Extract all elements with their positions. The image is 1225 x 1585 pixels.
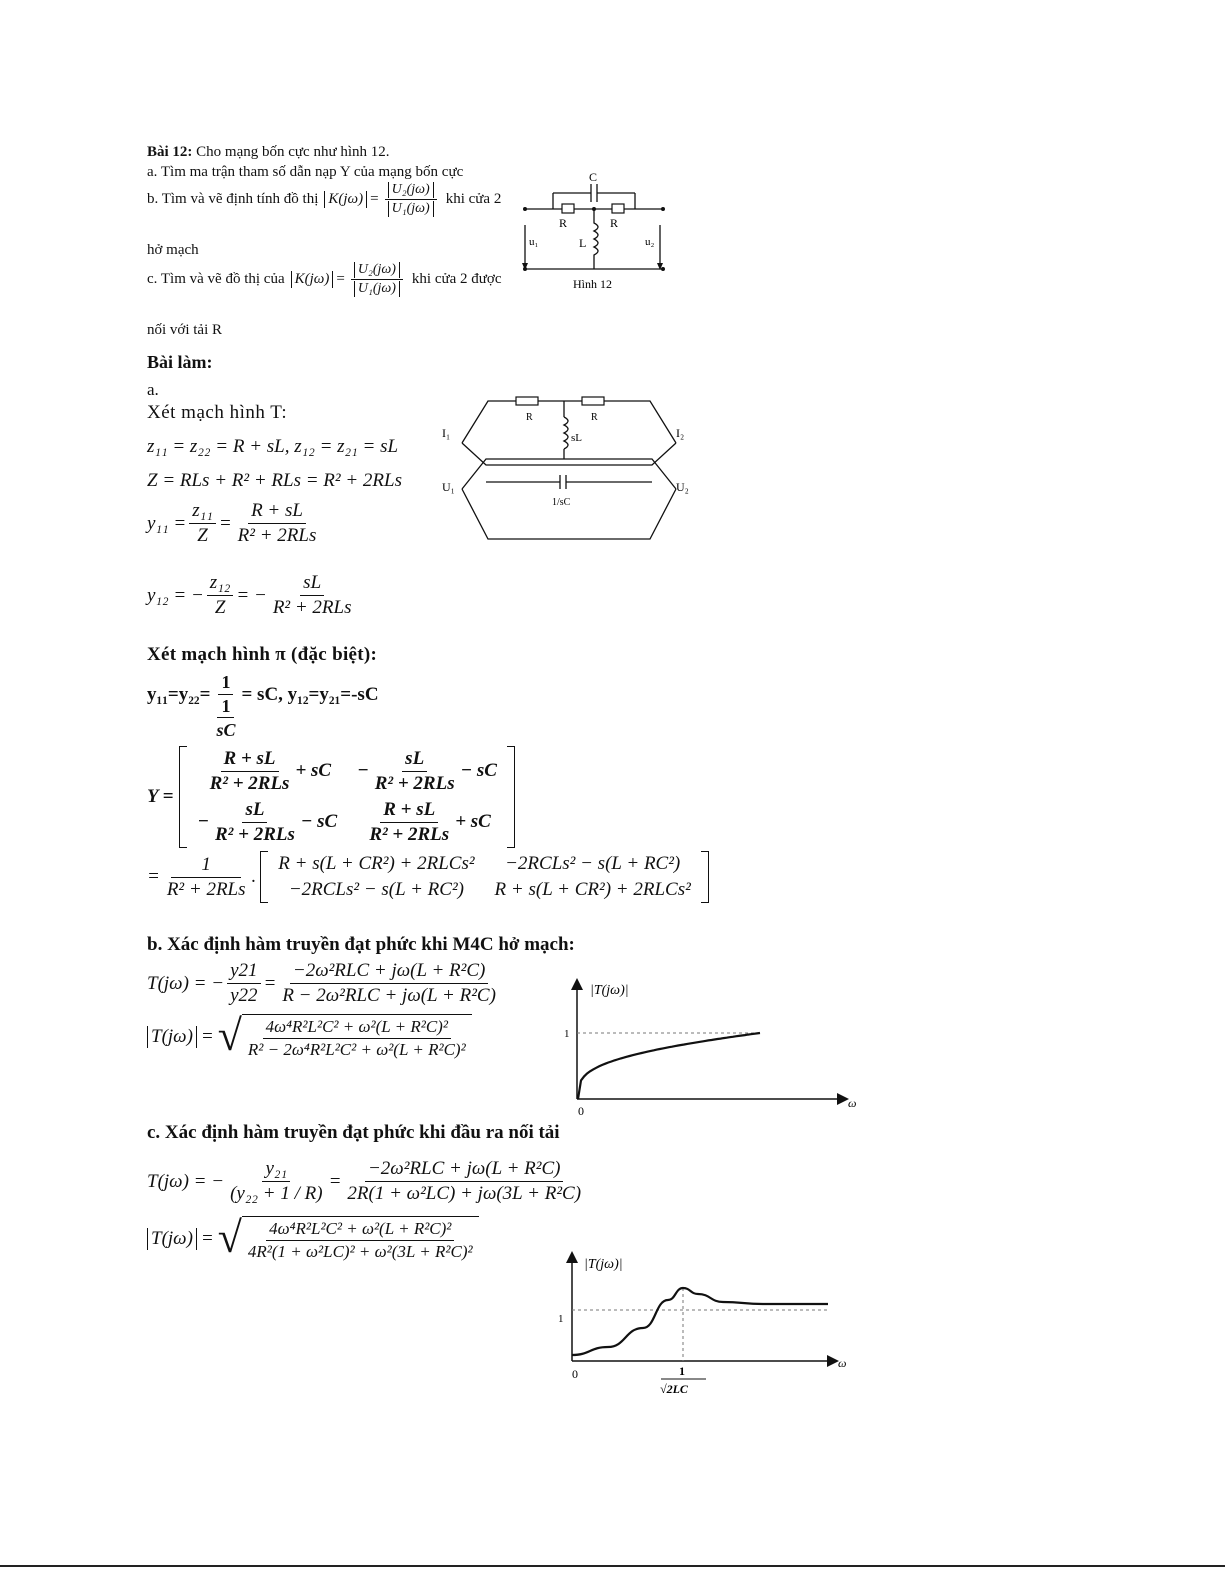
k-fraction-c [351, 262, 403, 297]
t-circuit-title: Xét mạch hình T: [147, 402, 288, 423]
c-t-f2-num: −2ω²RLC + jω(L + R²C) [365, 1158, 563, 1182]
problem-c-post: khi cửa 2 được [411, 271, 502, 287]
part-b-magnitude: T(jω) = √ $\frac{\text{4ω⁴R²L²C² + ω²(L + R²C)²}}{\text{R² − 2ω⁴R²L²C² + ω²(L + R²C)²}}$ [147, 1014, 472, 1060]
b-t-f1-den: y22 [230, 985, 258, 1006]
y-c-den: R² + 2RLs [215, 824, 295, 845]
y2-m11: R + s(L + CR²) + 2RLCs² [278, 853, 475, 874]
problem-part-c: c. Tìm và vẽ đồ thị của K(jω) = $\frac{\text{U₂(jω)}}{\text{U₁(jω)}}$ khi cửa 2 được [147, 262, 502, 296]
y-c-lead: − [197, 810, 209, 832]
graph-b-zero: 0 [578, 1104, 584, 1118]
b-abs-den: R² − 2ω⁴R²L²C² + ω²(L + R²C)² [247, 1040, 466, 1059]
y2-m22: R + s(L + CR²) + 2RLCs² [494, 879, 691, 900]
y-matrix-a [187, 746, 347, 797]
problem-part-a: a. Tìm ma trận tham số dẫn nạp Y của mạng bốn cực [147, 164, 464, 180]
figure-12-label: Hình 12 [573, 277, 612, 291]
graph-c-one: 1 [558, 1313, 564, 1325]
y-d-num: R + sL [380, 799, 438, 823]
k-abs [324, 191, 367, 208]
t-label-u1: U₁ [442, 480, 455, 494]
y2-m12: −2RCLs² − s(L + RC²) [505, 853, 681, 874]
y12-f1-den: Z [214, 597, 226, 618]
c-abs-lhs: T(jω) [147, 1228, 197, 1250]
b-abs-lhs: T(jω) [147, 1026, 197, 1048]
y11-f2-num: R + sL [248, 500, 306, 524]
y-d-tail: + sC [455, 810, 491, 832]
pi-circuit-title: Xét mạch hình π (đặc biệt): [147, 644, 378, 665]
y-matrix-c [187, 797, 347, 848]
t-label-r1: R [526, 412, 533, 423]
u1-label-c: U₁(jω) [357, 281, 396, 296]
y-b-lead: − [357, 759, 369, 781]
t-pi-circuit [440, 393, 700, 545]
u2-label: U₂(jω) [391, 182, 430, 197]
t-label-r2: R [591, 412, 598, 423]
solution-heading: Bài làm: [147, 352, 213, 372]
y2-dot: . [251, 866, 257, 887]
y-b-tail: − sC [460, 759, 497, 781]
y-b-num: sL [402, 748, 427, 772]
graph-b-curve [578, 1033, 760, 1099]
y-a-num: R + sL [221, 748, 279, 772]
resistor-2 [612, 204, 624, 213]
y12-f1-num: z₁₂ [207, 572, 234, 596]
t-resistor-2 [582, 397, 604, 405]
graph-c-peak-num: 1 [679, 1364, 685, 1378]
label-u1: u₁ [529, 236, 539, 248]
c-abs-den: 4R²(1 + ω²LC)² + ω²(3L + R²C)² [247, 1242, 473, 1261]
b-t-f2-den: R − 2ω²RLC + jω(L + R²C) [282, 985, 496, 1006]
label-c: C [589, 170, 598, 184]
y2-m21: −2RCLs² − s(L + RC²) [288, 879, 464, 900]
k-abs-c [291, 271, 334, 288]
label-l: L [579, 236, 587, 250]
part-c-magnitude: T(jω) = √ $\frac{\text{4ω⁴R²L²C² + ω²(L + R²C)²}}{\text{4R²(1 + ω²LC)² + ω²(3L + R²C)²}}$ [147, 1216, 479, 1262]
figure-12-circuit [515, 165, 675, 295]
y12-f2-num: sL [300, 572, 324, 596]
y11-lhs: y₁₁ = [147, 512, 187, 534]
pi-rhs: = sC, y₁₂=y₂₁=-sC [241, 684, 379, 705]
pi-num: 1 [218, 672, 233, 695]
t-resistor-1 [516, 397, 538, 405]
problem-b-cont: hở mạch [147, 242, 199, 258]
y-b-den: R² + 2RLs [374, 773, 455, 794]
problem-title: Bài 12: [147, 144, 193, 160]
y11-equation: y₁₁ = $\frac{\text{z₁₁}}{Z}$ = $\frac{R + sL}{\text{R² + 2RLs}}$ [147, 500, 322, 547]
u2-label-c: U₂(jω) [357, 262, 396, 277]
y-a-den: R² + 2RLs [209, 773, 290, 794]
problem-c-cont: nối với tải R [147, 322, 223, 338]
y-matrix [179, 746, 514, 848]
resistor-1 [562, 204, 574, 213]
u1-label: U₁(jω) [391, 201, 430, 216]
pi-lhs: y₁₁=y₂₂= [147, 684, 211, 705]
y2-num: 1 [171, 854, 241, 878]
problem-c-text: c. Tìm và vẽ đồ thị của [147, 271, 285, 287]
problem-title-line [147, 144, 390, 161]
graph-b-one: 1 [564, 1028, 570, 1040]
part-c-title: c. Xác định hàm truyền đạt phức khi đầu ra nối tải [147, 1122, 560, 1143]
b-t-f2-num: −2ω²RLC + jω(L + R²C) [290, 960, 488, 984]
c-t-lhs: T(jω) = − [147, 1170, 225, 1192]
graph-c-ylabel: |T(jω)| [584, 1257, 623, 1272]
c-t-f1-num: y₂₁ [262, 1158, 290, 1182]
t-equation-1: z₁₁ = z₂₂ = R + sL, z₁₂ = z₂₁ = sL [147, 436, 399, 457]
y-matrix-expanded [147, 851, 709, 903]
graph-c-peak-den: √2LC [660, 1382, 688, 1396]
bottom-rule [0, 1565, 1225, 1567]
b-abs-num: 4ω⁴R²L²C² + ω²(L + R²C)² [263, 1017, 451, 1039]
t-equation-2: Z = RLs + R² + RLs = R² + 2RLs [147, 470, 402, 491]
y2-den: R² + 2RLs [166, 878, 246, 900]
k-label-c: K(jω) [294, 271, 330, 287]
y2-lhs: = [147, 866, 160, 887]
problem-intro: Cho mạng bốn cực như hình 12. [196, 144, 390, 160]
t-label-cap: 1/sC [552, 497, 571, 508]
y12-f2-den: R² + 2RLs [272, 597, 352, 618]
pi-equation [147, 672, 379, 741]
problem-part-b: b. Tìm và vẽ định tính đồ thị K(jω) = $\frac{\text{U₂(jω)}}{\text{U₁(jω)}}$ khi cửa 2 [147, 182, 502, 216]
y11-f2-den: R² + 2RLs [237, 525, 317, 546]
y12-lhs: y₁₂ = − [147, 584, 204, 606]
c-abs-num: 4ω⁴R²L²C² + ω²(L + R²C)² [266, 1219, 454, 1241]
label-r2: R [610, 216, 619, 230]
y12-equation: y₁₂ = − $\frac{\text{z₁₂}}{Z}$ = − $\frac{sL}{\text{R² + 2RLs}}$ [147, 572, 358, 619]
y11-f1-num: z₁₁ [189, 500, 216, 524]
t-label-i1: I₁ [442, 426, 451, 440]
t-label-u2: U₂ [676, 480, 689, 494]
b-t-lhs: T(jω) = − [147, 972, 225, 994]
t-label-i2: I₂ [676, 426, 685, 440]
part-c-transfer: T(jω) = − $\frac{\text{y₂₁}}{\text{(y₂₂ + 1 / R)}}$ = $\frac{\text{−2ω²RLC + jω(L + R²C)}}{\text{2R(1 + ω²LC) + jω(3L + R²C)}}$ [147, 1158, 587, 1205]
problem-b-text: b. Tìm và vẽ định tính đồ thị [147, 191, 319, 207]
part-b-title: b. Xác định hàm truyền đạt phức khi M4C hở mạch: [147, 934, 575, 955]
graph-c [548, 1248, 858, 1400]
graph-b [550, 975, 860, 1120]
y-matrix-2 [260, 851, 709, 903]
t-label-sl: sL [571, 432, 582, 444]
y-a-tail: + sC [295, 759, 332, 781]
graph-c-xlabel: ω [838, 1356, 847, 1370]
label-u2: u₂ [645, 236, 655, 248]
c-t-f1-den: (y₂₂ + 1 / R) [230, 1183, 323, 1204]
y-matrix-b [347, 746, 507, 797]
pi-den-den: sC [216, 720, 236, 740]
y-d-den: R² + 2RLs [369, 824, 450, 845]
k-label: K(jω) [328, 191, 364, 207]
y-c-tail: − sC [300, 810, 338, 832]
y-matrix-d [347, 797, 507, 848]
y11-f1-den: Z [197, 525, 208, 546]
b-t-f1-num: y21 [227, 960, 260, 984]
part-b-transfer: T(jω) = − $\frac{y21}{y22}$ = $\frac{\text{−2ω²RLC + jω(L + R²C)}}{\text{R − 2ω²RLC + jω(L + R²C)}}$ [147, 960, 502, 1007]
problem-b-post: khi cửa 2 [445, 191, 502, 207]
graph-c-zero: 0 [572, 1367, 578, 1381]
pi-den-num: 1 [217, 696, 234, 718]
y-matrix-lhs: Y = [147, 786, 174, 807]
label-r1: R [559, 216, 568, 230]
graph-b-ylabel: |T(jω)| [590, 983, 629, 998]
y-c-num: sL [242, 799, 267, 823]
graph-b-xlabel: ω [848, 1096, 857, 1110]
c-t-f2-den: 2R(1 + ω²LC) + jω(3L + R²C) [347, 1183, 582, 1204]
k-fraction [385, 182, 437, 217]
y-matrix-equation [147, 746, 515, 848]
graph-c-curve [572, 1288, 828, 1355]
part-a-label: a. [147, 380, 159, 399]
